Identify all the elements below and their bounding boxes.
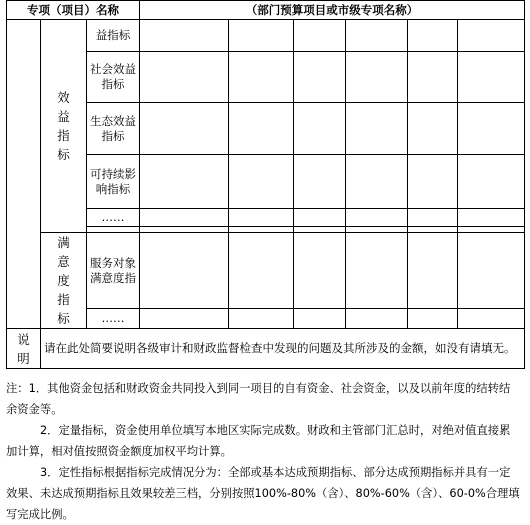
indicator-ellipsis: …… [87,209,140,227]
benefit-group-label [41,20,87,233]
indicator-ecological: 生态效益指标 [87,103,140,155]
table-cell[interactable] [294,309,346,329]
table-cell[interactable] [346,103,408,155]
note-row [7,329,525,369]
table-cell[interactable] [140,209,229,227]
footnote-1: 注：1．其他资金包括和财政资金共同投入到同一项目的自有资金、社会资金，以及以前年度的结转结余资金等。 [6,382,511,416]
indicator-ellipsis-satisfaction: …… [87,309,140,329]
table-cell[interactable] [408,233,458,309]
table-cell[interactable] [458,155,525,209]
footnote-3: 3．定性指标根据指标完成情况分为：全部或基本达成预期指标、部分达成预期指标并具有一定效果、未达成预期指标且效果较差三档，分别按照100%-80%（含）、80%-60%（含）、60-0%合理填写完成比例。 [6,466,520,521]
table-cell[interactable] [294,233,346,309]
table-cell[interactable] [229,155,294,209]
table-cell[interactable] [229,209,294,227]
table-cell[interactable] [408,155,458,209]
benefit-group-text: 效益指标 [57,90,70,162]
blank-category-cell [7,20,41,329]
note-label-cell [7,329,41,369]
table-cell[interactable] [140,233,229,309]
note-text[interactable] [41,329,525,369]
table-cell[interactable] [458,233,525,309]
table-cell[interactable] [458,52,525,103]
table-cell[interactable] [346,155,408,209]
performance-indicator-table [6,0,525,369]
table-cell[interactable] [408,309,458,329]
indicator-social: 社会效益指标 [87,52,140,103]
indicator-service-satisfaction: 服务对象满意度指 [87,233,140,309]
table-row [7,20,525,52]
table-cell[interactable] [346,20,408,52]
footnote-2: 2．定量指标，资金使用单位填写本地区实际完成数。财政和主管部门汇总时，对绝对值直接累加计算，相对值按照资金额度加权平均计算。 [6,424,511,458]
performance-table-container [6,0,524,369]
table-cell[interactable] [408,103,458,155]
table-cell[interactable] [229,20,294,52]
project-name-label: 专项（项目）名称 [7,1,140,20]
table-cell[interactable] [346,52,408,103]
footnotes [6,378,520,525]
table-cell[interactable] [294,20,346,52]
table-cell[interactable] [346,209,408,227]
satisfaction-group-text: 满意度指标 [57,235,70,326]
table-cell[interactable] [458,20,525,52]
table-cell[interactable] [458,309,525,329]
table-cell[interactable] [229,103,294,155]
table-cell[interactable] [458,209,525,227]
table-cell[interactable] [140,155,229,209]
table-cell[interactable] [229,309,294,329]
table-cell[interactable] [294,103,346,155]
table-cell[interactable] [140,20,229,52]
table-row [7,233,525,309]
project-name-value: （部门预算项目或市级专项名称） [140,1,525,20]
table-cell[interactable] [294,155,346,209]
indicator-sustainable: 可持续影响指标 [87,155,140,209]
table-cell[interactable] [294,209,346,227]
note-label: 说明 [17,331,30,366]
table-cell[interactable] [346,233,408,309]
indicator-economic: 益指标 [87,20,140,52]
table-cell[interactable] [408,209,458,227]
table-cell[interactable] [346,309,408,329]
table-header-row [7,1,525,20]
table-cell[interactable] [140,309,229,329]
note-text-content: 请在此处简要说明各级审计和财政监督检查中发现的问题及其所涉及的金额，如没有请填无。 [44,341,516,355]
table-cell[interactable] [140,103,229,155]
table-cell[interactable] [408,20,458,52]
table-cell[interactable] [408,52,458,103]
table-cell[interactable] [229,52,294,103]
satisfaction-group-label [41,233,87,329]
table-cell[interactable] [458,103,525,155]
table-cell[interactable] [229,233,294,309]
table-cell[interactable] [294,52,346,103]
table-cell[interactable] [140,52,229,103]
